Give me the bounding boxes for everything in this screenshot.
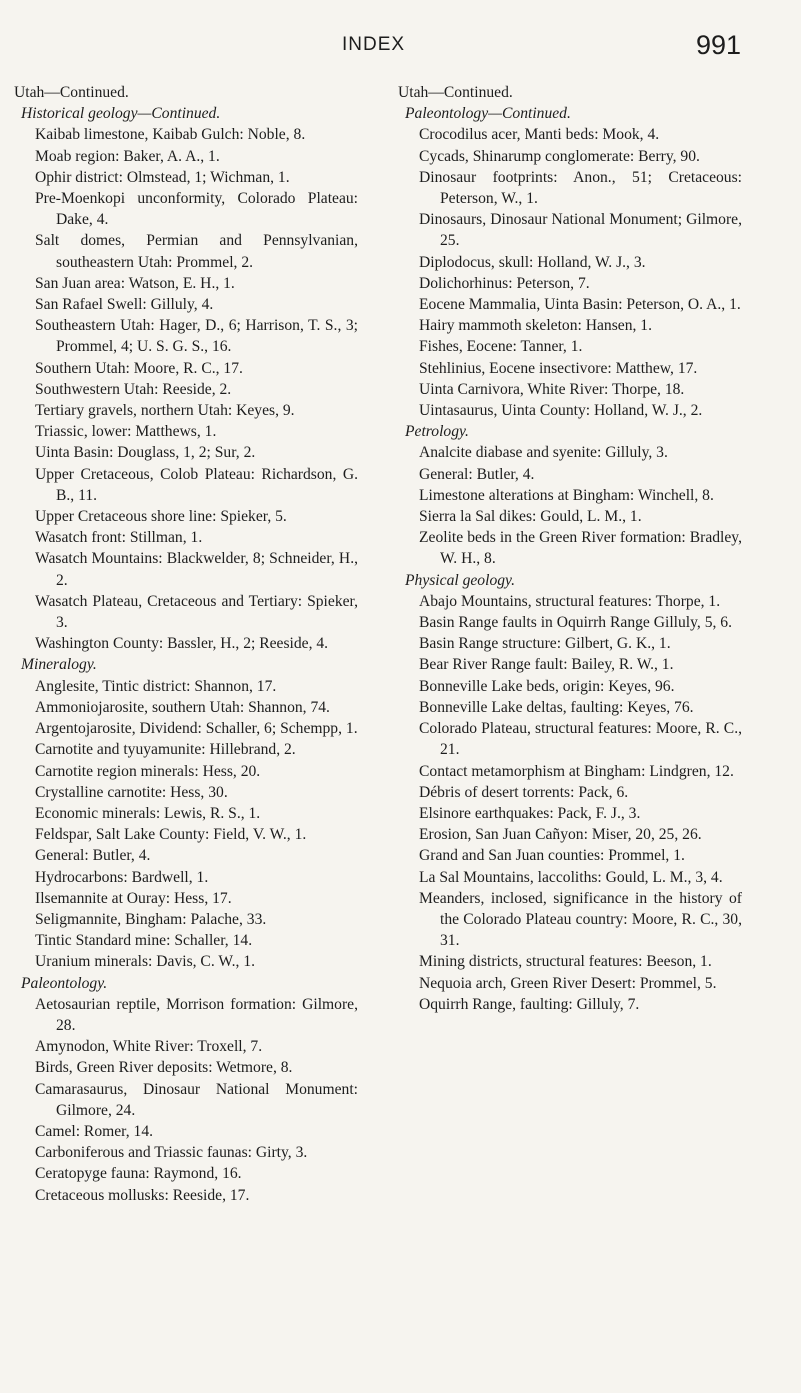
index-entry: Basin Range structure: Gilbert, G. K., 1. [419, 635, 671, 653]
index-entry: Nequoia arch, Green River Desert: Prommel, 5. [419, 974, 717, 992]
index-entry: La Sal Mountains, laccoliths: Gould, L. M., 3, 4. [419, 868, 723, 886]
index-entry: Southeastern Utah: Hager, D., 6; Harrison, T. S., 3; Prommel, 4; U. S. G. S., 16. [35, 317, 358, 356]
page-header [0, 30, 801, 66]
index-entry: Southern Utah: Moore, R. C., 17. [35, 359, 243, 377]
index-subheading: Physical geology. [405, 571, 515, 589]
index-entry: Bonneville Lake deltas, faulting: Keyes, 76. [419, 698, 694, 716]
index-entry: Carboniferous and Triassic faunas: Girty, 3. [35, 1144, 308, 1162]
index-entry: Birds, Green River deposits: Wetmore, 8. [35, 1059, 293, 1077]
index-entry: Hydrocarbons: Bardwell, 1. [35, 868, 209, 886]
index-entry: Grand and San Juan counties: Prommel, 1. [419, 847, 685, 865]
index-entry: Uranium minerals: Davis, C. W., 1. [35, 953, 256, 971]
index-entry: General: Butler, 4. [35, 847, 151, 865]
index-entry: Erosion, San Juan Cañyon: Miser, 20, 25, 26. [419, 826, 702, 844]
index-subheading: Mineralogy. [21, 656, 97, 674]
index-entry: Sierra la Sal dikes: Gould, L. M., 1. [419, 508, 642, 526]
index-entry: San Juan area: Watson, E. H., 1. [35, 274, 235, 292]
index-entry: San Rafael Swell: Gilluly, 4. [35, 296, 214, 314]
index-entry: Dinosaur footprints: Anon., 51; Cretaceous: Peterson, W., 1. [419, 168, 742, 208]
index-entry: Elsinore earthquakes: Pack, F. J., 3. [419, 804, 641, 822]
index-entry: Upper Cretaceous, Colob Plateau: Richardson, G. B., 11. [35, 465, 358, 504]
index-entry: Diplodocus, skull: Holland, W. J., 3. [419, 253, 646, 271]
index-entry: Zeolite beds in the Green River formation: Bradley, W. H., 8. [419, 529, 742, 568]
index-subheading: Paleontology. [21, 974, 108, 992]
index-entry: Ceratopyge fauna: Raymond, 16. [35, 1165, 242, 1183]
index-entry: Wasatch Mountains: Blackwelder, 8; Schneider, H., 2. [35, 550, 358, 589]
index-entry: Argentojarosite, Dividend: Schaller, 6; Schempp, 1. [35, 720, 358, 738]
index-entry: General: Butler, 4. [419, 465, 535, 483]
index-entry: Débris of desert torrents: Pack, 6. [419, 783, 629, 801]
index-entry: Eocene Mammalia, Uinta Basin: Peterson, O. A., 1. [419, 296, 741, 314]
index-entry: Aetosaurian reptile, Morrison formation: Gilmore, 28. [35, 995, 358, 1034]
index-entry: Uinta Carnivora, White River: Thorpe, 18. [419, 380, 685, 398]
index-entry: Anglesite, Tintic district: Shannon, 17. [35, 677, 277, 695]
index-entry: Limestone alterations at Bingham: Winchell, 8. [419, 486, 714, 504]
index-entry: Wasatch Plateau, Cretaceous and Tertiary: Spieker, 3. [35, 592, 358, 632]
index-entry: Uinta Basin: Douglass, 1, 2; Sur, 2. [35, 444, 256, 462]
index-entry: Salt domes, Permian and Pennsylvanian, southeastern Utah: Prommel, 2. [35, 232, 358, 271]
index-subheading: Historical geology—Continued. [21, 105, 221, 123]
index-entry: Seligmannite, Bingham: Palache, 33. [35, 910, 267, 928]
index-entry: Carnotite region minerals: Hess, 20. [35, 762, 261, 780]
index-entry: Oquirrh Range, faulting: Gilluly, 7. [419, 995, 640, 1013]
index-entry: Southwestern Utah: Reeside, 2. [35, 380, 232, 398]
index-entry: Bear River Range fault: Bailey, R. W., 1. [419, 656, 674, 674]
index-entry: Abajo Mountains, structural features: Thorpe, 1. [419, 592, 721, 610]
index-entry: Carnotite and tyuyamunite: Hillebrand, 2. [35, 741, 296, 759]
index-entry: Fishes, Eocene: Tanner, 1. [419, 338, 583, 356]
index-entry: Meanders, inclosed, significance in the history of the Colorado Plateau country: Moore, R. C., 30, 31. [419, 889, 742, 950]
index-column-right [398, 82, 742, 1015]
index-heading: Utah—Continued. [398, 84, 513, 101]
index-entry: Dolichorhinus: Peterson, 7. [419, 274, 590, 292]
index-heading: Utah—Continued. [14, 84, 129, 101]
index-column-left [14, 82, 358, 1206]
index-entry: Kaibab limestone, Kaibab Gulch: Noble, 8. [35, 126, 306, 144]
index-entry: Amynodon, White River: Troxell, 7. [35, 1038, 263, 1056]
index-entry: Contact metamorphism at Bingham: Lindgren, 12. [419, 762, 734, 780]
index-entry: Analcite diabase and syenite: Gilluly, 3. [419, 444, 668, 462]
index-entry: Economic minerals: Lewis, R. S., 1. [35, 804, 261, 822]
index-entry: Colorado Plateau, structural features: Moore, R. C., 21. [419, 720, 742, 759]
index-entry: Ilsemannite at Ouray: Hess, 17. [35, 889, 232, 907]
index-entry: Mining districts, structural features: Beeson, 1. [419, 953, 712, 971]
index-entry: Cretaceous mollusks: Reeside, 17. [35, 1186, 250, 1204]
index-entry: Feldspar, Salt Lake County: Field, V. W., 1. [35, 826, 307, 844]
index-entry: Triassic, lower: Matthews, 1. [35, 423, 217, 441]
page-number: 991 [695, 30, 741, 60]
index-entry: Bonneville Lake beds, origin: Keyes, 96. [419, 677, 675, 695]
index-entry: Tertiary gravels, northern Utah: Keyes, 9. [35, 402, 295, 420]
index-entry: Hairy mammoth skeleton: Hansen, 1. [419, 317, 652, 335]
page-header-title: INDEX [342, 34, 406, 55]
index-subheading: Petrology. [405, 423, 469, 441]
index-entry: Dinosaurs, Dinosaur National Monument; Gilmore, 25. [419, 211, 742, 250]
index-entry: Stehlinius, Eocene insectivore: Matthew, 17. [419, 359, 698, 377]
index-entry: Pre-Moenkopi unconformity, Colorado Plateau: Dake, 4. [35, 190, 358, 229]
index-entry: Washington County: Bassler, H., 2; Reeside, 4. [35, 635, 329, 653]
index-entry: Wasatch front: Stillman, 1. [35, 529, 203, 547]
index-entry: Crystalline carnotite: Hess, 30. [35, 783, 228, 801]
index-subheading: Paleontology—Continued. [405, 105, 571, 123]
index-entry: Upper Cretaceous shore line: Spieker, 5. [35, 508, 287, 526]
index-entry: Basin Range faults in Oquirrh Range Gilluly, 5, 6. [419, 614, 732, 632]
index-entry: Camel: Romer, 14. [35, 1122, 154, 1140]
index-entry: Tintic Standard mine: Schaller, 14. [35, 932, 253, 950]
index-entry: Camarasaurus, Dinosaur National Monument: Gilmore, 24. [35, 1080, 358, 1119]
index-entry: Moab region: Baker, A. A., 1. [35, 147, 220, 165]
index-entry: Uintasaurus, Uinta County: Holland, W. J., 2. [419, 402, 703, 420]
index-entry: Crocodilus acer, Manti beds: Mook, 4. [419, 126, 660, 144]
index-entry: Ammoniojarosite, southern Utah: Shannon, 74. [35, 698, 330, 716]
index-entry: Ophir district: Olmstead, 1; Wichman, 1. [35, 168, 290, 186]
index-entry: Cycads, Shinarump conglomerate: Berry, 90. [419, 147, 700, 165]
